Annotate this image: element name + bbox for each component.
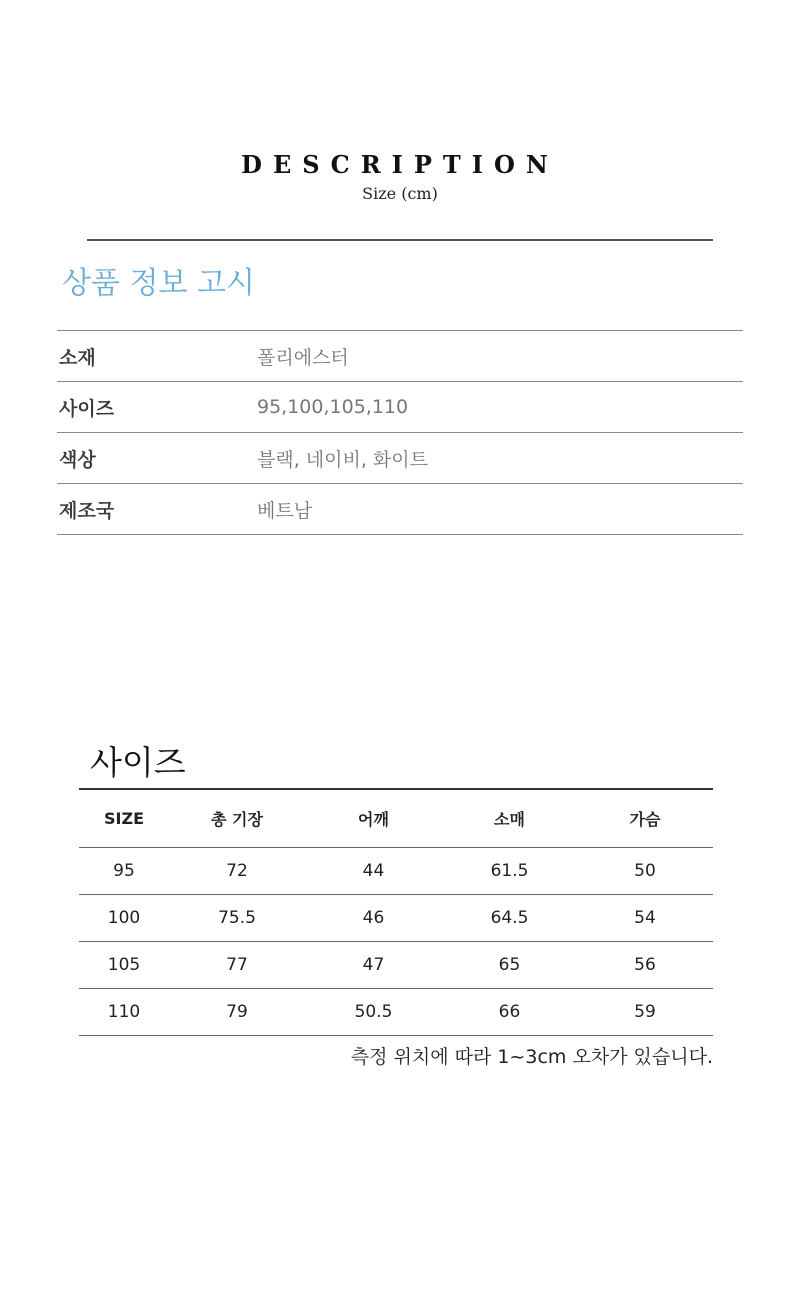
table-cell: 72 [226,861,248,881]
info-label: 소재 [59,346,96,369]
table-cell: 61.5 [490,861,529,881]
info-row-size [57,382,743,433]
header-divider [87,239,713,241]
table-cell: 95 [113,861,135,881]
table-cell: 59 [634,1002,656,1022]
size-chart-table [79,788,713,1036]
column-header-length: 총 기장 [211,810,263,829]
column-header-size: SIZE [103,809,144,828]
table-cell: 54 [634,908,656,928]
table-cell: 100 [107,908,141,928]
info-row-material [57,331,743,382]
table-cell: 110 [107,1002,141,1022]
column-header-chest: 가슴 [629,810,661,829]
column-header-shoulder: 어깨 [358,810,389,829]
table-cell: 50 [634,861,656,881]
info-value: 95,100,105,110 [257,396,409,418]
size-header-row [79,790,713,848]
info-row-origin [57,484,743,535]
table-row [79,848,713,895]
table-cell: 66 [498,1002,521,1022]
description-heading: DESCRIPTION [241,150,559,179]
info-label: 제조국 [59,499,115,522]
product-info-table [57,330,743,535]
product-info-title: 상품 정보 고시 [62,266,255,301]
size-unit-subtitle: Size (cm) [362,184,438,203]
info-label: 색상 [59,448,96,471]
info-value: 베트남 [257,499,313,522]
info-value: 폴리에스터 [257,346,349,369]
measurement-note: 측정 위치에 따라 1~3cm 오차가 있습니다. [350,1046,713,1068]
table-cell: 105 [107,955,141,975]
table-cell: 77 [226,955,248,975]
table-row [79,989,713,1036]
table-cell: 56 [634,955,656,975]
table-cell: 75.5 [218,908,256,928]
info-value: 블랙, 네이비, 화이트 [257,448,428,471]
table-row [79,942,713,989]
info-label: 사이즈 [59,397,115,420]
table-cell: 79 [226,1002,248,1022]
table-cell: 44 [362,861,385,881]
table-cell: 47 [362,955,385,975]
size-chart-title: 사이즈 [90,743,186,782]
table-row [79,895,713,942]
table-cell: 50.5 [354,1002,393,1022]
table-cell: 65 [498,955,521,975]
table-cell: 64.5 [490,908,529,928]
info-row-color [57,433,743,484]
column-header-sleeve: 소매 [494,810,525,829]
table-cell: 46 [362,908,385,928]
